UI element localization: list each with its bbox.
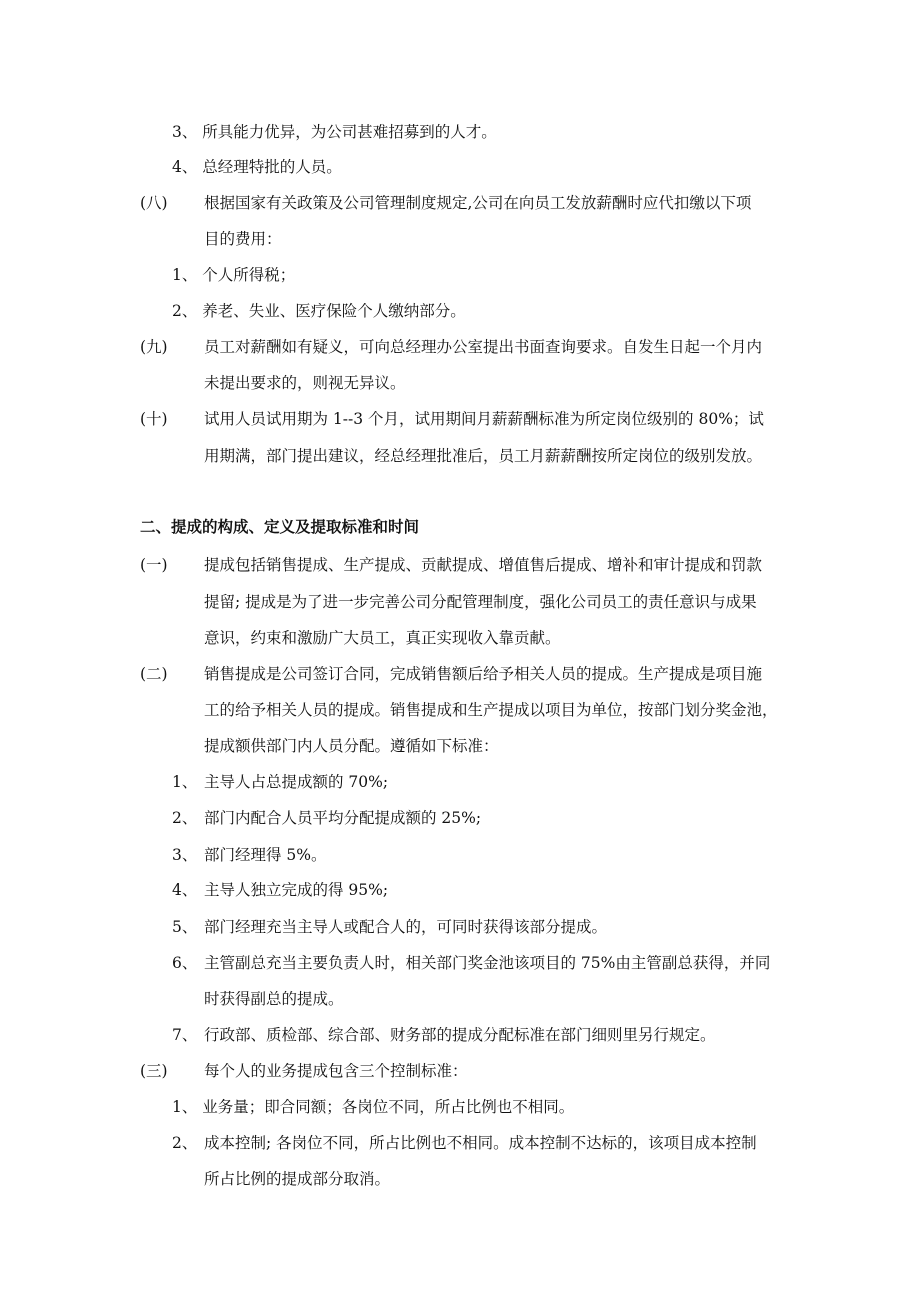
list-item: 1、 个人所得税； [172,266,296,284]
list-item: 行政部、质检部、综合部、财务部的提成分配标准在部门细则里另行规定。 [204,1026,716,1044]
paragraph-line: 用期满，部门提出建议，经总经理批准后，员工月薪薪酬按所定岗位的级别发放。 [204,447,763,465]
list-item: 主导人独立完成的得 95%; [204,881,389,899]
list-item: 部门内配合人员平均分配提成额的 25%; [204,809,482,827]
paragraph-line: 提成额供部门内人员分配。遵循如下标准： [204,737,499,755]
list-item: 主导人占总提成额的 70%; [204,773,389,791]
list-item: 2、 养老、失业、医疗保险个人缴纳部分。 [172,302,466,320]
item-number: 2、 [172,809,198,827]
list-item-continued: 时获得副总的提成。 [204,990,344,1008]
item-number: 3、 [172,846,198,864]
item-number: 7、 [172,1026,198,1044]
list-item: 部门经理充当主导人或配合人的，可同时获得该部分提成。 [204,918,608,936]
paragraph-line: 提成包括销售提成、生产提成、贡献提成、增值售后提成、增补和审计提成和罚款 [204,556,763,574]
list-item: 4、 总经理特批的人员。 [172,158,342,176]
paragraph-line: 根据国家有关政策及公司管理制度规定,公司在向员工发放薪酬时应代扣缴以下项 [204,194,752,212]
item-number: (二) [140,665,168,683]
section-heading: 二、提成的构成、定义及提取标准和时间 [140,518,420,536]
paragraph-line: 意识，约束和激励广大员工，真正实现收入靠贡献。 [204,629,561,647]
list-item: 1、 业务量；即合同额；各岗位不同，所占比例也不相同。 [172,1098,575,1116]
item-number: (十) [140,410,168,428]
paragraph-line: 试用人员试用期为 1--3 个月，试用期间月薪薪酬标准为所定岗位级别的 80%；试 [204,410,764,428]
item-number: (九) [140,338,168,356]
paragraph-line: 目的费用： [204,230,282,248]
paragraph-line: 未提出要求的，则视无异议。 [204,374,406,392]
list-item: 主管副总充当主要负责人时，相关部门奖金池该项目的 75%由主管副总获得，并同 [204,954,771,972]
list-item: 3、 所具能力优异，为公司甚难招募到的人才。 [172,123,497,141]
list-item-continued: 所占比例的提成部分取消。 [204,1170,391,1188]
paragraph-line: 工的给予相关人员的提成。销售提成和生产提成以项目为单位，按部门划分奖金池， [204,701,778,719]
paragraph-line: 员工对薪酬如有疑义，可向总经理办公室提出书面查询要求。自发生日起一个月内 [204,338,763,356]
item-number: (八) [140,194,168,212]
item-number: 6、 [172,954,198,972]
list-item: 成本控制; 各岗位不同，所占比例也不相同。成本控制不达标的，该项目成本控制 [204,1134,757,1152]
paragraph-line: 每个人的业务提成包含三个控制标准： [204,1062,468,1080]
item-number: (一) [140,556,168,574]
item-number: 5、 [172,918,198,936]
paragraph-line: 销售提成是公司签订合同，完成销售额后给予相关人员的提成。生产提成是项目施 [204,665,763,683]
item-number: 2、 [172,1134,198,1152]
list-item: 部门经理得 5%。 [204,846,327,864]
item-number: 4、 [172,881,198,899]
paragraph-line: 提留; 提成是为了进一步完善公司分配管理制度，强化公司员工的责任意识与成果 [204,593,757,611]
item-number: 1、 [172,773,198,791]
item-number: (三) [140,1062,168,1080]
